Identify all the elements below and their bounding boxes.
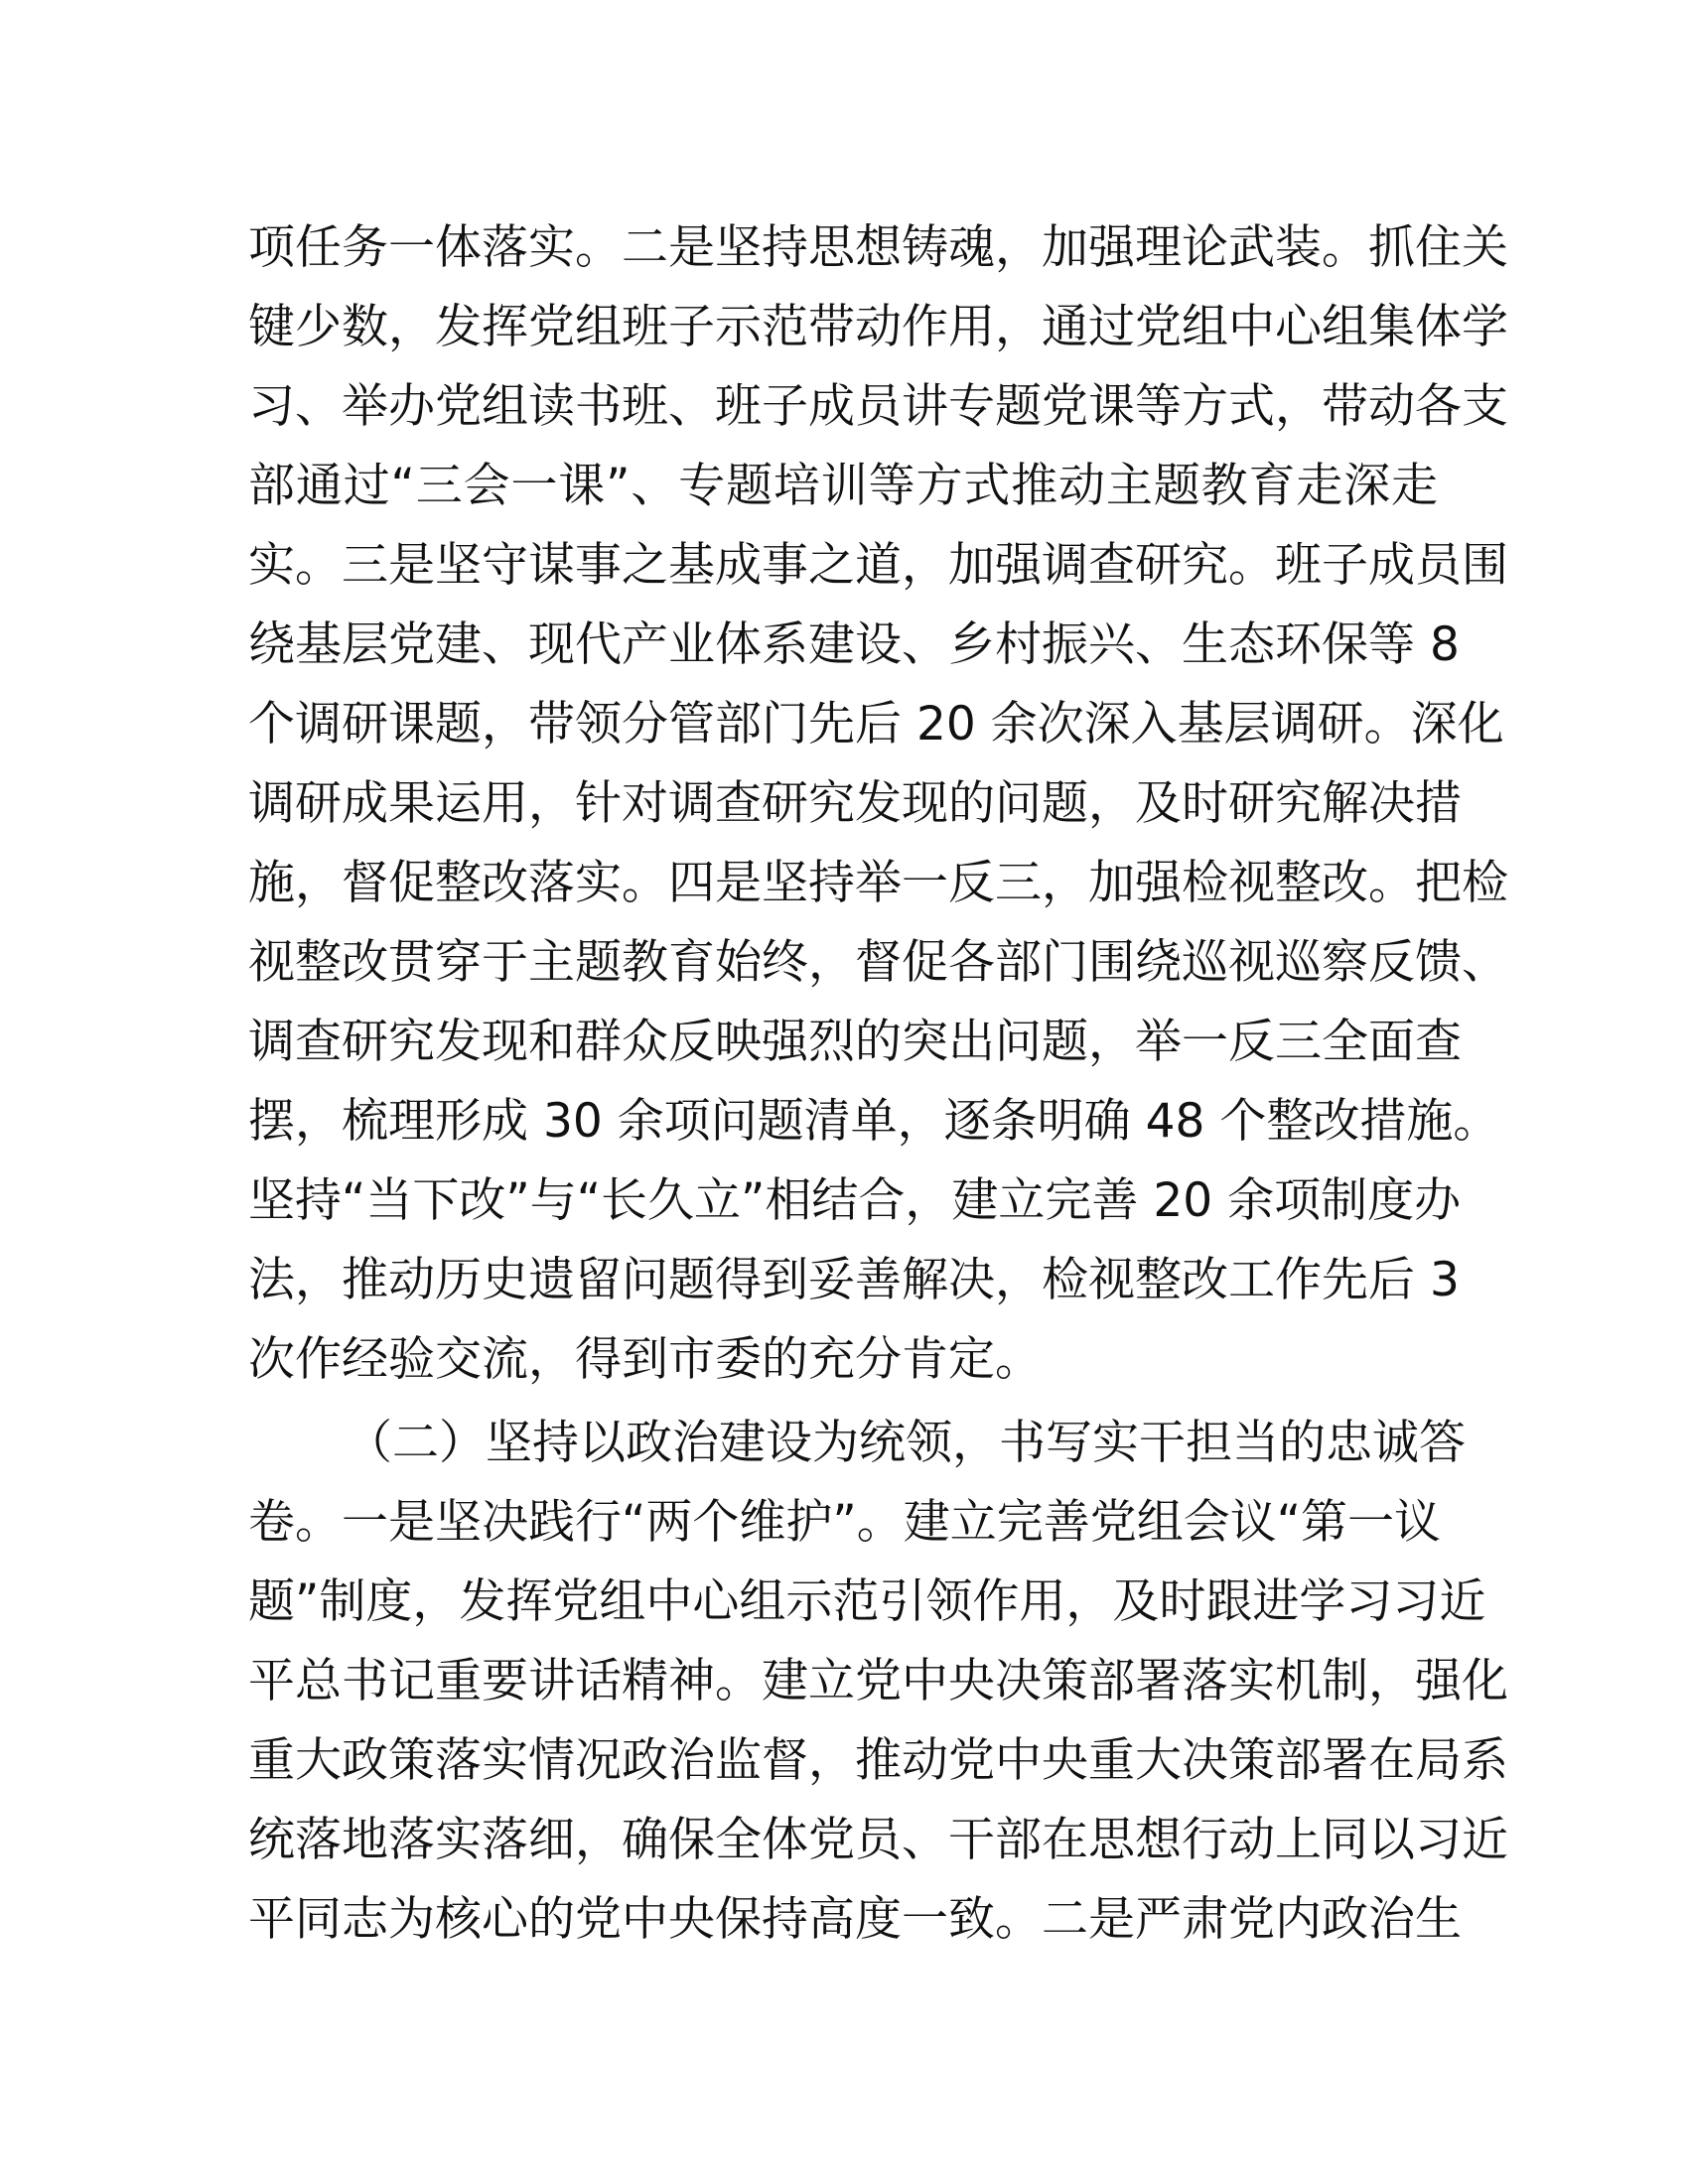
text-line: 平总书记重要讲话精神。建立党中央决策部署落实机制，强化	[248, 1654, 1508, 1708]
paragraph-2	[248, 1404, 1508, 1960]
text-line: 坚持“当下改”与“长久立”相结合，建立完善 20 余项制度办	[248, 1173, 1462, 1228]
text-line: 摆，梳理形成 30 余项问题清单，逐条明确 48 个整改措施。	[248, 1094, 1500, 1149]
text-line: 调研成果运用，针对调查研究发现的问题，及时研究解决措	[248, 776, 1462, 831]
text-line: 平同志为核心的党中央保持高度一致。二是严肃党内政治生	[248, 1892, 1462, 1947]
text-line: 实。三是坚守谋事之基成事之道，加强调查研究。班子成员围	[248, 538, 1508, 593]
document-page	[248, 208, 1508, 1960]
paragraph-1	[248, 208, 1508, 1400]
text-line: 绕基层党建、现代产业体系建设、乡村振兴、生态环保等 8	[248, 617, 1460, 672]
text-line: 题”制度，发挥党组中心组示范引领作用，及时跟进学习习近	[248, 1574, 1486, 1629]
text-line: 卷。一是坚决践行“两个维护”。建立完善党组会议“第一议	[248, 1495, 1442, 1550]
text-line: 次作经验交流，得到市委的充分肯定。	[248, 1332, 1042, 1387]
text-line: 键少数，发挥党组班子示范带动作用，通过党组中心组集体学	[248, 300, 1508, 354]
text-line: 施，督促整改落实。四是坚持举一反三，加强检视整改。把检	[248, 856, 1508, 910]
text-line: 项任务一体落实。二是坚持思想铸魂，加强理论武装。抓住关	[248, 220, 1508, 275]
text-line: 部通过“三会一课”、专题培训等方式推动主题教育走深走	[248, 459, 1438, 513]
text-line: 法，推动历史遗留问题得到妥善解决，检视整改工作先后 3	[248, 1253, 1460, 1307]
text-line: 个调研课题，带领分管部门先后 20 余次深入基层调研。深化	[248, 697, 1504, 751]
text-line: 视整改贯穿于主题教育始终，督促各部门围绕巡视巡察反馈、	[248, 935, 1508, 990]
text-line: 统落地落实落细，确保全体党员、干部在思想行动上同以习近	[248, 1813, 1508, 1867]
text-line: 习、举办党组读书班、班子成员讲专题党课等方式，带动各支	[248, 379, 1508, 434]
text-line: 调查研究发现和群众反映强烈的突出问题，举一反三全面查	[248, 1015, 1462, 1069]
section-heading-line: （二）坚持以政治建设为统领，书写实干担当的忠诚答	[346, 1416, 1466, 1470]
text-line: 重大政策落实情况政治监督，推动党中央重大决策部署在局系	[248, 1733, 1508, 1788]
